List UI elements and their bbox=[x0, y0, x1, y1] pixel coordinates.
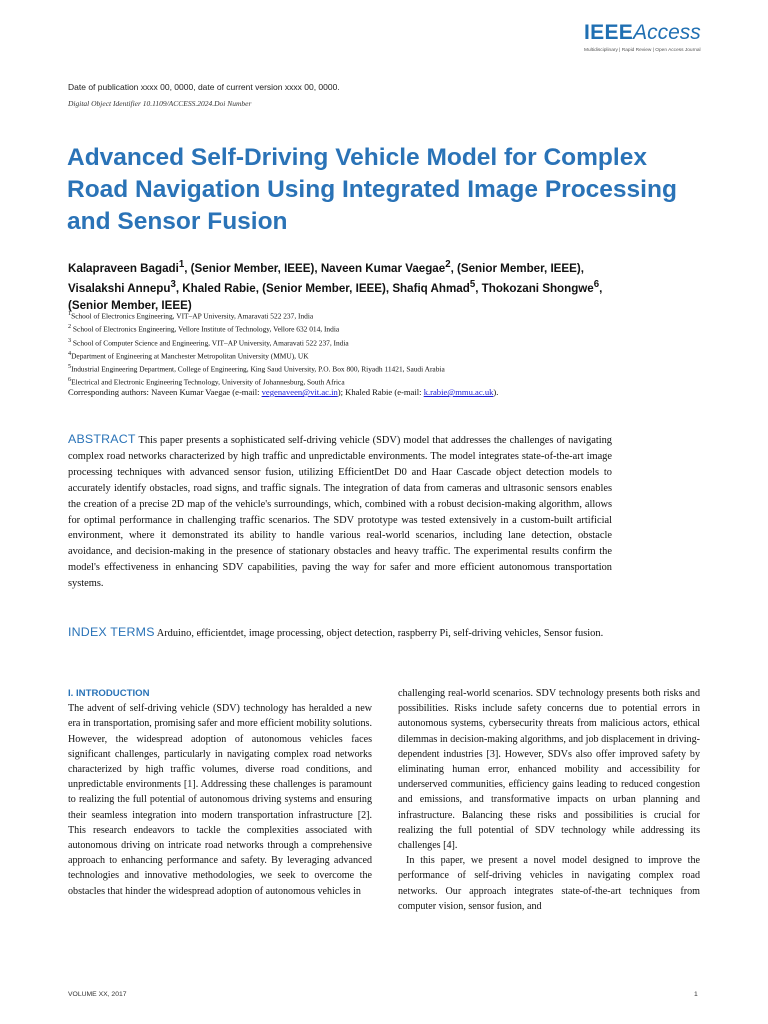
affiliation-mark: 5 bbox=[68, 364, 72, 371]
footer-volume: VOLUME XX, 2017 bbox=[68, 991, 127, 998]
affiliation-item bbox=[68, 362, 628, 375]
author-affiliation-mark: 1 bbox=[178, 259, 185, 270]
affiliation-item bbox=[68, 349, 628, 362]
affiliation-list bbox=[68, 309, 628, 389]
index-terms-text: Arduino, efficientdet, image processing, object detection, raspberry Pi, self-driving vehicles, Sensor fusion. bbox=[156, 628, 604, 639]
author-name: Thokozani Shongwe bbox=[481, 282, 594, 296]
affiliation-text: School of Electronics Engineering, Vellore Institute of Technology, Vellore 632 014, India bbox=[71, 324, 340, 334]
logo-ieee: IEEE bbox=[584, 21, 634, 44]
affiliation-text: School of Electronics Engineering, VIT–AP University, Amaravati 522 237, India bbox=[71, 311, 314, 321]
affiliation-mark: 3 bbox=[68, 337, 72, 344]
author-membership: , (Senior Member, IEEE) bbox=[68, 282, 603, 312]
author-membership: , (Senior Member, IEEE), bbox=[450, 261, 584, 275]
author-name: Kalapraveen Bagadi bbox=[68, 261, 179, 275]
corresponding-suffix: ). bbox=[493, 387, 499, 397]
index-terms-label: INDEX TERMS bbox=[68, 625, 155, 639]
section-heading-introduction: I. INTRODUCTION bbox=[68, 688, 150, 699]
affiliation-item bbox=[68, 336, 628, 349]
publication-date: Date of publication xxxx 00, 0000, date of current version xxxx 00, 0000. bbox=[68, 82, 340, 92]
affiliation-item bbox=[68, 309, 628, 322]
author-name: Shafiq Ahmad bbox=[392, 282, 470, 296]
affiliation-mark: 4 bbox=[68, 350, 72, 357]
affiliation-text: Electrical and Electronic Engineering Technology, University of Johannesburg, South Africa bbox=[71, 377, 345, 387]
corresponding-middle: ); Khaled Rabie (e-mail: bbox=[337, 387, 424, 397]
body-column-right bbox=[398, 686, 700, 914]
logo-tagline: Multidisciplinary | Rapid Review | Open Access Journal bbox=[584, 48, 701, 53]
author-list bbox=[68, 257, 628, 315]
footer-page-number: 1 bbox=[694, 991, 698, 998]
doi-line: Digital Object Identifier 10.1109/ACCESS.2024.Doi Number bbox=[68, 99, 252, 108]
journal-logo bbox=[584, 22, 704, 53]
affiliation-item bbox=[68, 322, 628, 335]
abstract-text: This paper presents a sophisticated self-driving vehicle (SDV) model that addresses the challenges of navigating complex road networks characterized by high traffic and unpredictable environments. The model integrates state-of-the-art image processing techniques with advanced sensor fusion, utilizing EfficientDet D0 and Haar Cascade object detection models to accurately identify obstacles, road signs, and traffic signals. The integration of data from cameras and ultrasonic sensors enables the creation of a precise 2D map of the vehicle's surroundings, which, combined with a robust decision-making algorithm, allows for optimal performance in challenging traffic scenarios. The SDV prototype was tested extensively in a custom-built artificial environment, where it demonstrated its ability to handle various real-world scenarios, including lane detection, obstacle avoidance, and decision-making in the presence of stationary obstacles and heavy traffic. The experimental results confirm the model's effectiveness in enhancing SDV capabilities, paving the way for safer and more efficient autonomous transportation systems. bbox=[68, 435, 612, 590]
email-link-vaegae[interactable]: vegenaveen@vit.ac.in bbox=[261, 387, 338, 397]
affiliation-text: Industrial Engineering Department, College of Engineering, King Saud University, P.O. Box 800, Riyadh 11421, Saudi Arabia bbox=[71, 364, 445, 374]
paper-title: Advanced Self-Driving Vehicle Model for Complex Road Navigation Using Integrated Image Processing and Sensor Fusion bbox=[67, 144, 677, 235]
author-membership: , (Senior Member, IEEE), bbox=[184, 261, 321, 275]
author-name: Naveen Kumar Vaegae bbox=[320, 261, 446, 275]
author-affiliation-mark: 2 bbox=[445, 259, 451, 270]
author-membership: , bbox=[475, 282, 482, 296]
logo-access: Access bbox=[633, 21, 701, 44]
abstract-label: ABSTRACT bbox=[68, 432, 136, 446]
author-membership: , (Senior Member, IEEE), bbox=[255, 282, 393, 296]
affiliation-mark: 6 bbox=[68, 377, 72, 384]
author-name: Visalakshi Annepu bbox=[68, 282, 171, 296]
author-affiliation-mark: 5 bbox=[469, 279, 476, 291]
body-column-left bbox=[68, 686, 372, 899]
author-affiliation-mark: 3 bbox=[170, 279, 176, 291]
logo-wordmark bbox=[584, 22, 704, 44]
corresponding-prefix: Corresponding authors: Naveen Kumar Vaegae (e-mail: bbox=[68, 387, 262, 397]
email-link-rabie[interactable]: k.rabie@mmu.ac.uk bbox=[423, 387, 494, 397]
affiliation-text: Department of Engineering at Manchester Metropolitan University (MMU), UK bbox=[71, 351, 309, 361]
author-name: Khaled Rabie bbox=[182, 282, 256, 296]
affiliation-mark: 1 bbox=[68, 311, 72, 317]
affiliation-text: School of Computer Science and Engineering, VIT–AP University, Amaravati 522 237, India bbox=[71, 338, 349, 347]
intro-paragraph: The advent of self-driving vehicle (SDV) technology has heralded a new era in transportation, promising safer and more efficient mobility solutions. However, the widespread adoption of autonomous vehicles faces significant challenges, particularly in navigating complex road networks characterized by high traffic volumes, diverse road conditions, and unpredictable environments [1]. Addressing these challenges is paramount to realizing the full potential of autonomous driving systems and ensuring their seamless integration into modern transportation infrastructure [2]. This research endeavors to tackle the complexities associated with autonomous driving on intricate road networks through a comprehensive approach to enhancing performance and safety. By leveraging advanced technologies and innovative methodologies, we seek to overcome the obstacles that hinder the widespread adoption of autonomous vehicles in bbox=[68, 703, 372, 897]
index-terms bbox=[68, 624, 612, 642]
affiliation-mark: 2 bbox=[68, 324, 72, 331]
intro-paragraph: In this paper, we present a novel model designed to improve the performance of self-driving vehicles in navigating complex road networks. Our approach integrates state-of-the-art techniques from computer vision, sensor fusion, and bbox=[398, 855, 700, 912]
intro-paragraph-continued: challenging real-world scenarios. SDV technology presents both risks and possibilities. Risks include safety concerns due to potential errors in autonomous systems, cybersecurity threats from malicious actors, ethical dilemmas in decision-making algorithms, and job displacement in driving-dependent industries [3]. However, SDVs also offer improved safety by eliminating human error, enhanced mobility and accessibility for underserved communities, efficiency gains leading to reduced congestion and emissions, and transformative impacts on urban planning and infrastructure. Balancing these risks and possibilities is crucial for realizing the full potential of SDV technology while addressing its challenges [4]. bbox=[398, 688, 700, 852]
abstract bbox=[68, 432, 612, 592]
author-affiliation-mark: 6 bbox=[593, 279, 600, 291]
author-membership: , bbox=[175, 282, 183, 296]
corresponding-authors bbox=[68, 387, 688, 397]
